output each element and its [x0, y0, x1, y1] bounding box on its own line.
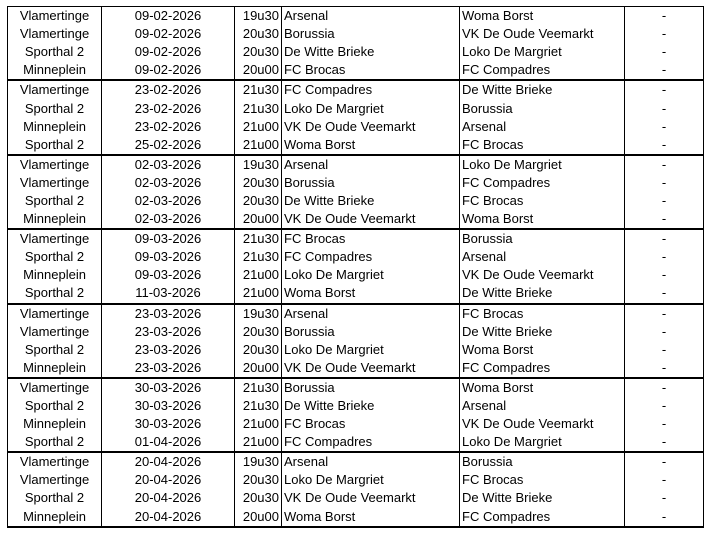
date-cell: 20-04-2026: [102, 471, 235, 489]
location-cell: Vlamertinge: [8, 378, 102, 397]
table-row: [8, 341, 704, 359]
date-cell: 23-03-2026: [102, 341, 235, 359]
table-row: [8, 99, 704, 117]
home-team-cell: Arsenal: [282, 304, 460, 323]
result-cell: -: [625, 415, 704, 433]
result-cell: -: [625, 80, 704, 99]
time-cell: 21u00: [235, 266, 282, 284]
time-cell: 20u30: [235, 489, 282, 507]
location-cell: Minneplein: [8, 415, 102, 433]
result-cell: -: [625, 174, 704, 192]
away-team-cell: De Witte Brieke: [460, 489, 625, 507]
table-row: [8, 229, 704, 248]
date-cell: 09-02-2026: [102, 61, 235, 80]
result-cell: -: [625, 433, 704, 452]
location-cell: Vlamertinge: [8, 80, 102, 99]
location-cell: Vlamertinge: [8, 471, 102, 489]
table-row: [8, 378, 704, 397]
away-team-cell: Arsenal: [460, 118, 625, 136]
home-team-cell: VK De Oude Veemarkt: [282, 359, 460, 378]
table-row: [8, 61, 704, 80]
table-row: [8, 415, 704, 433]
location-cell: Minneplein: [8, 266, 102, 284]
date-cell: 09-02-2026: [102, 25, 235, 43]
date-cell: 30-03-2026: [102, 378, 235, 397]
time-cell: 20u00: [235, 210, 282, 229]
date-cell: 20-04-2026: [102, 508, 235, 527]
date-cell: 23-02-2026: [102, 80, 235, 99]
table-row: [8, 284, 704, 303]
result-cell: -: [625, 210, 704, 229]
home-team-cell: Borussia: [282, 378, 460, 397]
result-cell: -: [625, 192, 704, 210]
table-row: [8, 192, 704, 210]
away-team-cell: FC Compadres: [460, 61, 625, 80]
home-team-cell: Arsenal: [282, 7, 460, 26]
result-cell: -: [625, 508, 704, 527]
result-cell: -: [625, 155, 704, 174]
home-team-cell: Loko De Margriet: [282, 471, 460, 489]
location-cell: Sporthal 2: [8, 433, 102, 452]
date-cell: 30-03-2026: [102, 397, 235, 415]
date-cell: 25-02-2026: [102, 136, 235, 155]
date-cell: 02-03-2026: [102, 174, 235, 192]
result-cell: -: [625, 25, 704, 43]
time-cell: 20u00: [235, 359, 282, 378]
location-cell: Vlamertinge: [8, 174, 102, 192]
result-cell: -: [625, 43, 704, 61]
away-team-cell: Loko De Margriet: [460, 155, 625, 174]
time-cell: 21u30: [235, 80, 282, 99]
time-cell: 19u30: [235, 7, 282, 26]
home-team-cell: Loko De Margriet: [282, 341, 460, 359]
date-cell: 23-03-2026: [102, 304, 235, 323]
time-cell: 20u30: [235, 323, 282, 341]
result-cell: -: [625, 229, 704, 248]
table-row: [8, 174, 704, 192]
date-cell: 23-03-2026: [102, 359, 235, 378]
location-cell: Sporthal 2: [8, 43, 102, 61]
time-cell: 19u30: [235, 155, 282, 174]
time-cell: 21u00: [235, 136, 282, 155]
table-row: [8, 359, 704, 378]
table-row: [8, 471, 704, 489]
home-team-cell: VK De Oude Veemarkt: [282, 210, 460, 229]
away-team-cell: De Witte Brieke: [460, 80, 625, 99]
away-team-cell: Borussia: [460, 452, 625, 471]
away-team-cell: FC Compadres: [460, 508, 625, 527]
date-cell: 23-02-2026: [102, 99, 235, 117]
home-team-cell: FC Brocas: [282, 61, 460, 80]
location-cell: Vlamertinge: [8, 304, 102, 323]
table-row: [8, 118, 704, 136]
table-row: [8, 25, 704, 43]
time-cell: 20u30: [235, 174, 282, 192]
home-team-cell: FC Compadres: [282, 248, 460, 266]
table-row: [8, 452, 704, 471]
away-team-cell: Loko De Margriet: [460, 43, 625, 61]
time-cell: 20u30: [235, 43, 282, 61]
time-cell: 21u00: [235, 433, 282, 452]
home-team-cell: Borussia: [282, 25, 460, 43]
table-row: [8, 433, 704, 452]
location-cell: Minneplein: [8, 508, 102, 527]
date-cell: 23-03-2026: [102, 323, 235, 341]
date-cell: 02-03-2026: [102, 210, 235, 229]
time-cell: 20u30: [235, 192, 282, 210]
result-cell: -: [625, 359, 704, 378]
time-cell: 21u30: [235, 229, 282, 248]
date-cell: 09-03-2026: [102, 248, 235, 266]
time-cell: 21u30: [235, 378, 282, 397]
table-row: [8, 304, 704, 323]
location-cell: Sporthal 2: [8, 284, 102, 303]
away-team-cell: FC Brocas: [460, 304, 625, 323]
away-team-cell: VK De Oude Veemarkt: [460, 25, 625, 43]
result-cell: -: [625, 397, 704, 415]
away-team-cell: Borussia: [460, 99, 625, 117]
location-cell: Vlamertinge: [8, 7, 102, 26]
away-team-cell: Woma Borst: [460, 210, 625, 229]
away-team-cell: VK De Oude Veemarkt: [460, 415, 625, 433]
home-team-cell: Arsenal: [282, 155, 460, 174]
date-cell: 11-03-2026: [102, 284, 235, 303]
schedule-body: [8, 7, 704, 527]
date-cell: 20-04-2026: [102, 452, 235, 471]
table-row: [8, 80, 704, 99]
away-team-cell: Arsenal: [460, 248, 625, 266]
location-cell: Sporthal 2: [8, 397, 102, 415]
location-cell: Sporthal 2: [8, 489, 102, 507]
away-team-cell: Arsenal: [460, 397, 625, 415]
table-row: [8, 508, 704, 527]
table-row: [8, 266, 704, 284]
time-cell: 20u30: [235, 471, 282, 489]
date-cell: 09-02-2026: [102, 7, 235, 26]
home-team-cell: Woma Borst: [282, 136, 460, 155]
table-row: [8, 248, 704, 266]
away-team-cell: Loko De Margriet: [460, 433, 625, 452]
table-row: [8, 136, 704, 155]
date-cell: 09-03-2026: [102, 266, 235, 284]
home-team-cell: Borussia: [282, 174, 460, 192]
location-cell: Sporthal 2: [8, 192, 102, 210]
away-team-cell: Woma Borst: [460, 341, 625, 359]
location-cell: Minneplein: [8, 61, 102, 80]
home-team-cell: FC Compadres: [282, 80, 460, 99]
result-cell: -: [625, 471, 704, 489]
location-cell: Vlamertinge: [8, 229, 102, 248]
away-team-cell: FC Brocas: [460, 192, 625, 210]
location-cell: Vlamertinge: [8, 155, 102, 174]
time-cell: 19u30: [235, 304, 282, 323]
result-cell: -: [625, 304, 704, 323]
location-cell: Sporthal 2: [8, 99, 102, 117]
table-row: [8, 43, 704, 61]
result-cell: -: [625, 323, 704, 341]
result-cell: -: [625, 248, 704, 266]
date-cell: 20-04-2026: [102, 489, 235, 507]
result-cell: -: [625, 341, 704, 359]
time-cell: 21u00: [235, 415, 282, 433]
away-team-cell: FC Compadres: [460, 174, 625, 192]
away-team-cell: De Witte Brieke: [460, 323, 625, 341]
result-cell: -: [625, 378, 704, 397]
time-cell: 19u30: [235, 452, 282, 471]
time-cell: 20u00: [235, 508, 282, 527]
time-cell: 21u30: [235, 99, 282, 117]
date-cell: 01-04-2026: [102, 433, 235, 452]
date-cell: 23-02-2026: [102, 118, 235, 136]
home-team-cell: Woma Borst: [282, 508, 460, 527]
home-team-cell: Arsenal: [282, 452, 460, 471]
table-row: [8, 7, 704, 26]
table-row: [8, 210, 704, 229]
table-row: [8, 397, 704, 415]
home-team-cell: De Witte Brieke: [282, 397, 460, 415]
location-cell: Vlamertinge: [8, 25, 102, 43]
away-team-cell: VK De Oude Veemarkt: [460, 266, 625, 284]
away-team-cell: FC Compadres: [460, 359, 625, 378]
home-team-cell: Borussia: [282, 323, 460, 341]
location-cell: Minneplein: [8, 118, 102, 136]
home-team-cell: Loko De Margriet: [282, 266, 460, 284]
home-team-cell: De Witte Brieke: [282, 43, 460, 61]
location-cell: Sporthal 2: [8, 136, 102, 155]
date-cell: 30-03-2026: [102, 415, 235, 433]
home-team-cell: De Witte Brieke: [282, 192, 460, 210]
location-cell: Minneplein: [8, 210, 102, 229]
result-cell: -: [625, 61, 704, 80]
home-team-cell: FC Compadres: [282, 433, 460, 452]
time-cell: 21u00: [235, 118, 282, 136]
home-team-cell: FC Brocas: [282, 229, 460, 248]
result-cell: -: [625, 266, 704, 284]
schedule-table: [7, 6, 704, 528]
date-cell: 02-03-2026: [102, 155, 235, 174]
away-team-cell: De Witte Brieke: [460, 284, 625, 303]
home-team-cell: Woma Borst: [282, 284, 460, 303]
away-team-cell: FC Brocas: [460, 471, 625, 489]
date-cell: 09-03-2026: [102, 229, 235, 248]
away-team-cell: FC Brocas: [460, 136, 625, 155]
away-team-cell: Woma Borst: [460, 7, 625, 26]
table-row: [8, 323, 704, 341]
result-cell: -: [625, 452, 704, 471]
home-team-cell: FC Brocas: [282, 415, 460, 433]
location-cell: Vlamertinge: [8, 452, 102, 471]
date-cell: 09-02-2026: [102, 43, 235, 61]
time-cell: 21u30: [235, 397, 282, 415]
time-cell: 21u30: [235, 248, 282, 266]
location-cell: Vlamertinge: [8, 323, 102, 341]
home-team-cell: VK De Oude Veemarkt: [282, 118, 460, 136]
result-cell: -: [625, 118, 704, 136]
table-row: [8, 489, 704, 507]
result-cell: -: [625, 7, 704, 26]
home-team-cell: VK De Oude Veemarkt: [282, 489, 460, 507]
time-cell: 21u00: [235, 284, 282, 303]
home-team-cell: Loko De Margriet: [282, 99, 460, 117]
result-cell: -: [625, 489, 704, 507]
table-row: [8, 155, 704, 174]
result-cell: -: [625, 136, 704, 155]
time-cell: 20u30: [235, 341, 282, 359]
location-cell: Minneplein: [8, 359, 102, 378]
location-cell: Sporthal 2: [8, 341, 102, 359]
time-cell: 20u30: [235, 25, 282, 43]
location-cell: Sporthal 2: [8, 248, 102, 266]
away-team-cell: Borussia: [460, 229, 625, 248]
time-cell: 20u00: [235, 61, 282, 80]
date-cell: 02-03-2026: [102, 192, 235, 210]
away-team-cell: Woma Borst: [460, 378, 625, 397]
result-cell: -: [625, 99, 704, 117]
result-cell: -: [625, 284, 704, 303]
